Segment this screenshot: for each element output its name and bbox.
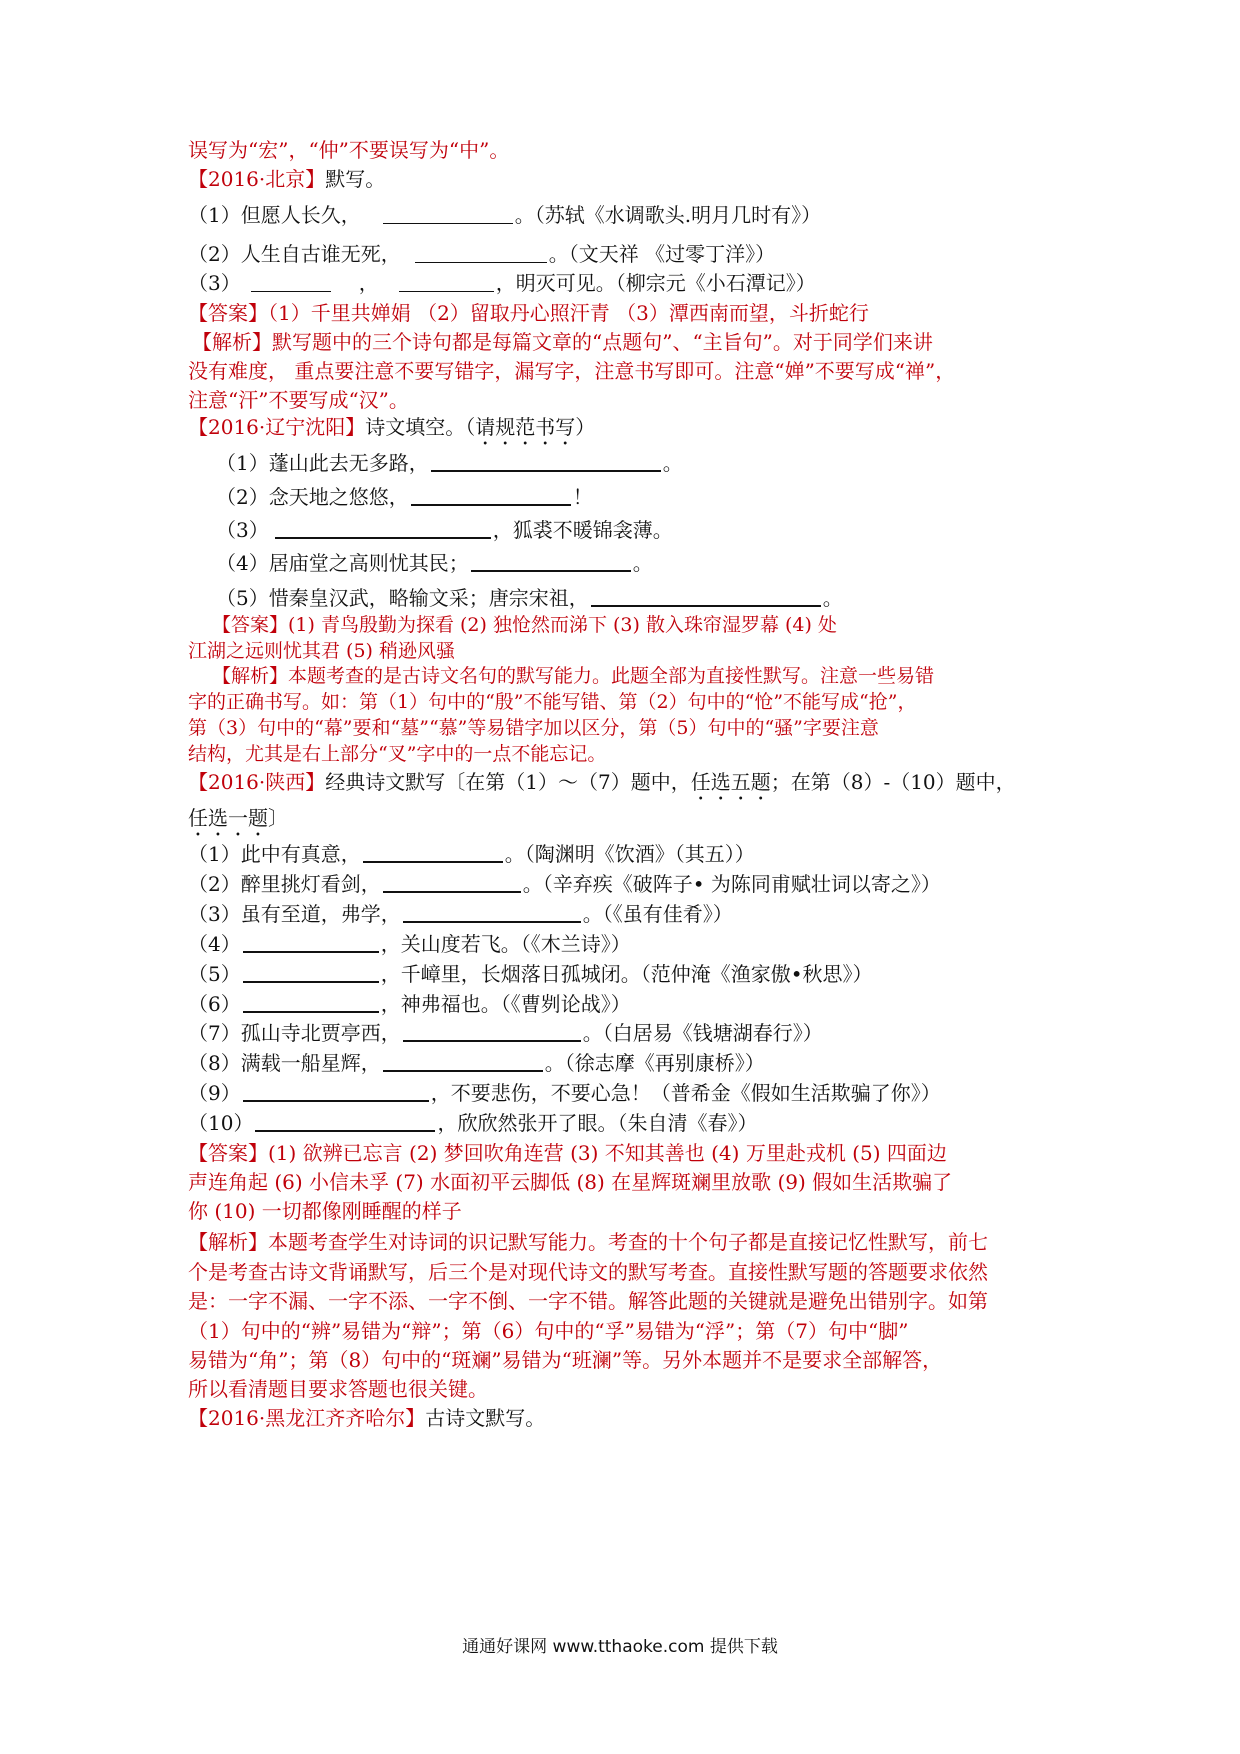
explanation-line: 易错为“角”；第（8）句中的“斑斓”易错为“班澜”等。另外本题并不是要求全部解答， bbox=[188, 1348, 943, 1372]
explanation-line: 没有难度， 重点要注意不要写错字，漏写字，注意书写即可。注意“婵”不要写成“禅”， bbox=[188, 359, 956, 383]
answer-blank[interactable] bbox=[243, 931, 379, 953]
question-line: （5）惜秦皇汉武，略输文采；唐宗宋祖， 。 bbox=[216, 586, 843, 610]
answer-line: 江湖之远则忧其君 (5) 稍逊风骚 bbox=[188, 640, 455, 662]
answer-line: 声连角起 (6) 小信未孚 (7) 水面初平云脚低 (8) 在星辉斑斓里放歌 (9) 假如生活欺骗了 bbox=[188, 1170, 953, 1194]
answer-blank[interactable] bbox=[471, 550, 631, 572]
answer-blank[interactable] bbox=[243, 961, 379, 983]
question-line: （2）人生自古谁无死， 。（文天祥 《过零丁洋》） bbox=[188, 242, 776, 266]
explanation-line: 【解析】本题考查学生对诗词的识记默写能力。考查的十个句子都是直接记忆性默写，前七 bbox=[188, 1230, 988, 1254]
answer-blank[interactable] bbox=[399, 271, 494, 292]
question-line: （6） ，神弗福也。（《曹刿论战》） bbox=[188, 992, 631, 1016]
answer-blank[interactable] bbox=[591, 585, 821, 607]
answer-blank[interactable] bbox=[363, 841, 503, 863]
question-heading-beijing: 【2016·北京】默写。 bbox=[188, 167, 386, 191]
explanation-line: 是：一字不漏、一字不添、一字不倒、一字不错。解答此题的关键就是避免出错别字。如第 bbox=[188, 1289, 988, 1313]
question-line: （5） ，千嶂里，长烟落日孤城闭。（范仲淹《渔家傲•秋思》） bbox=[188, 962, 873, 986]
answer-blank[interactable] bbox=[243, 991, 379, 1013]
answer-line: 【答案】(1) 青鸟殷勤为探看 (2) 独怆然而涕下 (3) 散入珠帘湿罗幕 (4) 处 bbox=[212, 614, 837, 636]
explanation-line: 【解析】本题考查的是古诗文名句的默写能力。此题全部为直接性默写。注意一些易错 bbox=[212, 665, 935, 687]
question-line: （3） ，狐裘不暖锦衾薄。 bbox=[216, 518, 673, 542]
explanation-line: 注意“汗”不要写成“汉”。 bbox=[188, 388, 409, 412]
answer-blank[interactable] bbox=[275, 517, 491, 539]
explanation-line: 个是考查古诗文背诵默写，后三个是对现代诗文的默写考查。直接性默写题的答题要求依然 bbox=[188, 1260, 988, 1284]
question-line: （9） ，不要悲伤，不要心急！（普希金《假如生活欺骗了你》） bbox=[188, 1081, 941, 1105]
explanation-line: （1）句中的“辨”易错为“辩”；第（6）句中的“孚”易错为“浮”；第（7）句中“脚” bbox=[188, 1319, 909, 1343]
question-line: （2）醉里挑灯看剑， 。（辛弃疾《破阵子• 为陈同甫赋壮词以寄之》） bbox=[188, 872, 941, 896]
answer-blank[interactable] bbox=[403, 1020, 581, 1042]
answer-blank[interactable] bbox=[255, 1110, 435, 1132]
question-heading-shenyang: 【2016·辽宁沈阳】诗文填空。（请规范书写） bbox=[188, 415, 596, 439]
text-line: 误写为“宏”，“仲”不要误写为“中”。 bbox=[188, 138, 510, 162]
question-line: 任选一题〕 bbox=[188, 806, 288, 830]
explanation-line: 【解析】默写题中的三个诗句都是每篇文章的“点题句”、“主旨句”。对于同学们来讲 bbox=[192, 330, 933, 354]
explanation-line: 所以看清题目要求答题也很关键。 bbox=[188, 1377, 488, 1401]
question-line: （3） ， ，明灭可见。（柳宗元《小石潭记》） bbox=[188, 271, 816, 295]
question-line: （4） ，关山度若飞。（《木兰诗》） bbox=[188, 932, 631, 956]
question-line: （2）念天地之悠悠， ！ bbox=[216, 485, 593, 509]
answer-line: 【答案】（1）千里共婵娟 （2）留取丹心照汗青 （3）潭西南而望，斗折蛇行 bbox=[188, 301, 869, 325]
question-heading-shaanxi: 【2016·陕西】经典诗文默写〔在第（1）～（7）题中，任选五题；在第（8）-（10）题中， bbox=[188, 770, 1016, 794]
explanation-line: 结构，尤其是右上部分“叉”字中的一点不能忘记。 bbox=[188, 743, 607, 765]
answer-blank[interactable] bbox=[383, 1050, 543, 1072]
question-line: （1）蓬山此去无多路， 。 bbox=[216, 451, 683, 475]
question-line: （4）居庙堂之高则忧其民； 。 bbox=[216, 551, 653, 575]
answer-blank[interactable] bbox=[383, 203, 513, 224]
question-line: （1）此中有真意， 。（陶渊明《饮酒》（其五）） bbox=[188, 842, 755, 866]
question-line: （10） ，欣欣然张开了眼。（朱自清《春》） bbox=[188, 1111, 758, 1135]
answer-blank[interactable] bbox=[251, 271, 331, 292]
answer-blank[interactable] bbox=[383, 871, 521, 893]
answer-blank[interactable] bbox=[431, 450, 661, 472]
answer-blank[interactable] bbox=[243, 1080, 429, 1102]
answer-line: 【答案】(1) 欲辨已忘言 (2) 梦回吹角连营 (3) 不知其善也 (4) 万里赴戎机 (5) 四面边 bbox=[188, 1141, 947, 1165]
question-line: （1）但愿人长久， 。（苏轼《水调歌头.明月几时有》） bbox=[188, 203, 822, 227]
question-line: （8）满载一船星辉， 。（徐志摩《再别康桥》） bbox=[188, 1051, 765, 1075]
answer-blank[interactable] bbox=[403, 901, 581, 923]
page-footer: 通通好课网 www.tthaoke.com 提供下载 bbox=[462, 1637, 778, 1657]
question-line: （7）孤山寺北贾亭西， 。（白居易《钱塘湖春行》） bbox=[188, 1021, 823, 1045]
answer-line: 你 (10) 一切都像刚睡醒的样子 bbox=[188, 1199, 462, 1223]
question-heading-qiqihar: 【2016·黑龙江齐齐哈尔】古诗文默写。 bbox=[188, 1406, 546, 1430]
explanation-line: 第（3）句中的“幕”要和“墓”“慕”等易错字加以区分，第（5）句中的“骚”字要注意 bbox=[188, 717, 879, 739]
question-line: （3）虽有至道，弗学， 。（《虽有佳肴》） bbox=[188, 902, 733, 926]
answer-blank[interactable] bbox=[411, 484, 571, 506]
answer-blank[interactable] bbox=[415, 242, 547, 263]
explanation-line: 字的正确书写。如：第（1）句中的“殷”不能写错、第（2）句中的“怆”不能写成“抢”， bbox=[188, 691, 917, 713]
